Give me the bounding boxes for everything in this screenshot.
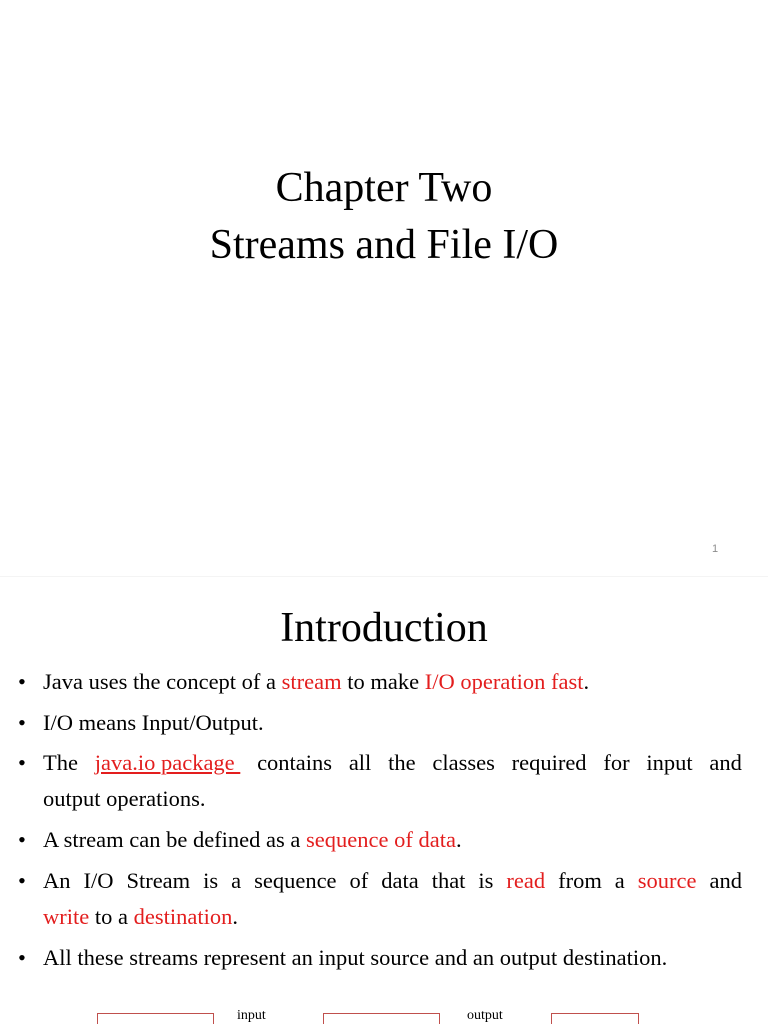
- bullet-marker: •: [18, 945, 26, 970]
- highlight-destination: destination: [133, 904, 233, 929]
- word: data: [381, 868, 419, 893]
- highlight-io-fast: I/O operation fast: [424, 669, 584, 694]
- bullet-marker: •: [18, 710, 26, 735]
- word: input: [646, 750, 693, 775]
- word: The: [43, 750, 78, 775]
- bullet-text: [43, 664, 742, 700]
- program-box: [323, 1013, 440, 1024]
- word: Stream: [126, 868, 191, 893]
- text-run: All these streams represent an input source and an output destination.: [43, 945, 668, 970]
- word: I/O: [83, 868, 114, 893]
- highlight-write: write: [43, 904, 90, 929]
- word: An: [43, 868, 71, 893]
- word: classes: [432, 750, 495, 775]
- text-run: I/O means Input/Output.: [43, 710, 264, 735]
- bullet-text: [43, 745, 742, 817]
- text-run: .: [583, 669, 590, 694]
- bullet-text: [43, 822, 742, 858]
- chapter-subtitle: Streams and File I/O: [209, 222, 559, 268]
- destination-box: [551, 1013, 639, 1024]
- word: all: [348, 750, 372, 775]
- bullet-text: [43, 940, 742, 976]
- word: from: [558, 868, 602, 893]
- bullet-marker: •: [18, 868, 26, 893]
- text-line: [43, 899, 742, 935]
- justified-line: [43, 745, 742, 781]
- word: of: [349, 868, 369, 893]
- text-run: .: [455, 827, 462, 852]
- chapter-title: Chapter Two: [275, 165, 493, 211]
- bullet-text: [43, 863, 742, 935]
- bullet-marker: •: [18, 827, 26, 852]
- text-run: to make: [341, 669, 425, 694]
- slide-introduction: [0, 576, 768, 1024]
- word: contains: [257, 750, 333, 775]
- word: is: [478, 868, 494, 893]
- highlight-source: source: [637, 868, 697, 893]
- word: that: [431, 868, 466, 893]
- java-io-package-link[interactable]: java.io package: [94, 750, 241, 775]
- word: sequence: [254, 868, 337, 893]
- highlight-read: read: [506, 868, 546, 893]
- word: is: [203, 868, 219, 893]
- word: the: [388, 750, 416, 775]
- highlight-stream: stream: [281, 669, 342, 694]
- text-run: to a: [89, 904, 134, 929]
- word: required: [511, 750, 587, 775]
- source-box: [97, 1013, 214, 1024]
- introduction-heading: Introduction: [280, 605, 488, 651]
- bullet-marker: •: [18, 750, 26, 775]
- highlight-sequence-of-data: sequence of data: [306, 827, 456, 852]
- word: a: [614, 868, 625, 893]
- text-run: A stream can be defined as a: [43, 827, 307, 852]
- text-line: output operations.: [43, 786, 206, 811]
- input-label: input: [237, 1008, 266, 1023]
- page-number: 1: [712, 543, 719, 555]
- text-run: .: [232, 904, 238, 929]
- output-label: output: [467, 1008, 503, 1023]
- bullet-marker: •: [18, 669, 26, 694]
- bullet-text: [43, 705, 742, 741]
- word: a: [231, 868, 242, 893]
- text-run: Java uses the concept of a: [43, 669, 282, 694]
- justified-line: [43, 863, 742, 899]
- word: and: [709, 868, 742, 893]
- word: and: [709, 750, 742, 775]
- word: for: [603, 750, 630, 775]
